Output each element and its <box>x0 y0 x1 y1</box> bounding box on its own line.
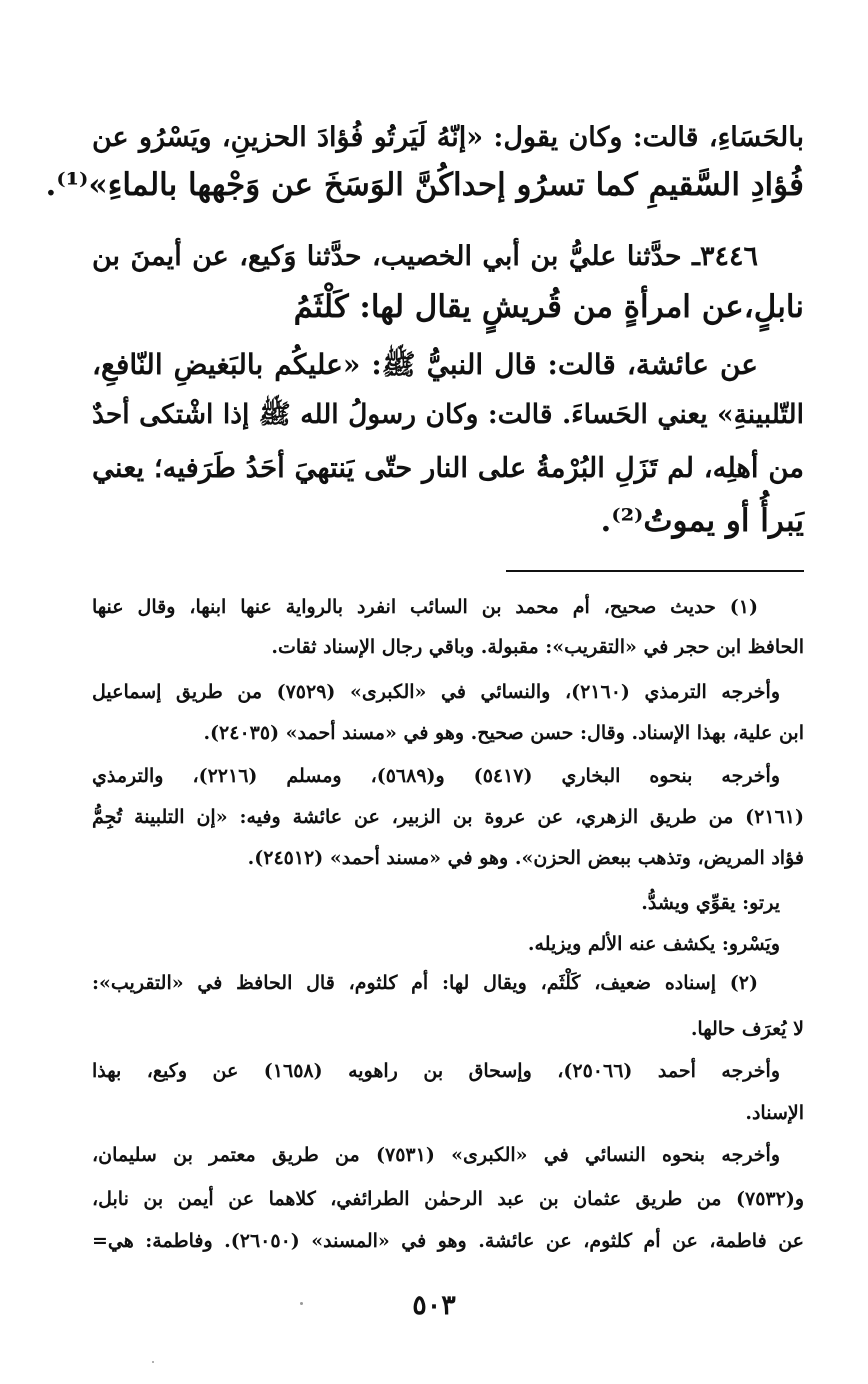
footnote-line: وأخرجه بنحوه النسائي في «الكبرى» (٧٥٣١) من طريق معتمر بن سليمان، <box>92 1144 780 1166</box>
footnote-line: (٢) إسناده ضعيف، كَلْثَم، ويقال لها: أم كلثوم، قال الحافظ في «التقريب»: <box>92 972 758 994</box>
footnote-line: وأخرجه أحمد (٢٥٠٦٦)، وإسحاق بن راهويه (١٦٥٨) عن وكيع، بهذا <box>92 1060 780 1082</box>
main-text-line: فُؤادِ السَّقيمِ كما تسرُو إحداكُنَّ الوَسَخَ عن وَجْهها بالماءِ»⁽¹⁾. <box>45 167 804 203</box>
footnote-line: الحافظ ابن حجر في «التقريب»: مقبولة. وباقي رجال الإسناد ثقات. <box>271 636 804 658</box>
page-number: ٥٠٣ <box>412 1290 456 1321</box>
hadith-number-line: ٣٤٤٦ـ حدَّثنا عليُّ بن أبي الخصيب، حدَّثنا وَكيع، عن أيمنَ بن <box>92 241 758 272</box>
footnote-line: وأخرجه الترمذي (٢١٦٠)، والنسائي في «الكبرى» (٧٥٢٩) من طريق إسماعيل <box>92 681 781 703</box>
gloss-line: ويَسْرو: يكشف عنه الألم ويزيله. <box>527 933 780 955</box>
footnote-line: لا يُعرَف حالها. <box>690 1018 804 1040</box>
footnote-line: عن فاطمة، عن أم كلثوم، عن عائشة. وهو في «المسند» (٢٦٠٥٠). وفاطمة: هي= <box>92 1230 804 1252</box>
scan-speck <box>300 1302 303 1305</box>
gloss-line: يرتو: يقوِّي ويشدُّ. <box>641 892 780 914</box>
footnote-line: فؤاد المريض، وتذهب ببعض الحزن». وهو في «مسند أحمد» (٢٤٥١٢). <box>247 847 804 869</box>
footnote-line: و(٧٥٣٢) من طريق عثمان بن عبد الرحمٰن الطرائفي، كلاهما عن أيمن بن نابل، <box>92 1188 804 1210</box>
main-text-line: التّلبينةِ» يعني الحَساءَ. قالت: وكان رسولُ الله ﷺ إذا اشْتكى أحدٌ <box>92 399 804 430</box>
footnote-line: وأخرجه بنحوه البخاري (٥٤١٧) و(٥٦٨٩)، ومسلم (٢٢١٦)، والترمذي <box>92 765 780 787</box>
scan-speck <box>152 1361 154 1363</box>
footnote-line: (٢١٦١) من طريق الزهري، عن عروة بن الزبير، عن عائشة وفيه: «إن التلبينة تُجِمُّ <box>92 806 804 828</box>
main-text-line: من أهلِه، لم تَزَلِ البُرْمةُ على النار حتّى يَنتهيَ أحَدُ طَرَفيه؛ يعني <box>92 452 804 484</box>
footnote-line: الإسناد. <box>745 1102 804 1124</box>
main-text-line: يَبرأُ أو يموتُ⁽²⁾. <box>600 503 804 539</box>
footnote-line: ابن علية، بهذا الإسناد. وقال: حسن صحيح. وهو في «مسند أحمد» (٢٤٠٣٥). <box>203 722 804 744</box>
footnote-separator <box>506 570 804 572</box>
main-text-line: بالحَسَاءِ، قالت: وكان يقول: «إنّهُ لَيَرتُو فُؤادَ الحزينِ، ويَسْرُو عن <box>92 122 804 153</box>
main-text-line: عن عائشة، قالت: قال النبيُّ ﷺ: «عليكُم بالبَغيضِ النّافعِ، <box>92 348 758 381</box>
footnote-line: (١) حديث صحيح، أم محمد بن السائب انفرد بالرواية عنها ابنها، وقال عنها <box>92 596 758 618</box>
main-text-line: نابلٍ،عن امرأةٍ من قُريشٍ يقال لها: كَلْثَمُ <box>293 289 804 325</box>
